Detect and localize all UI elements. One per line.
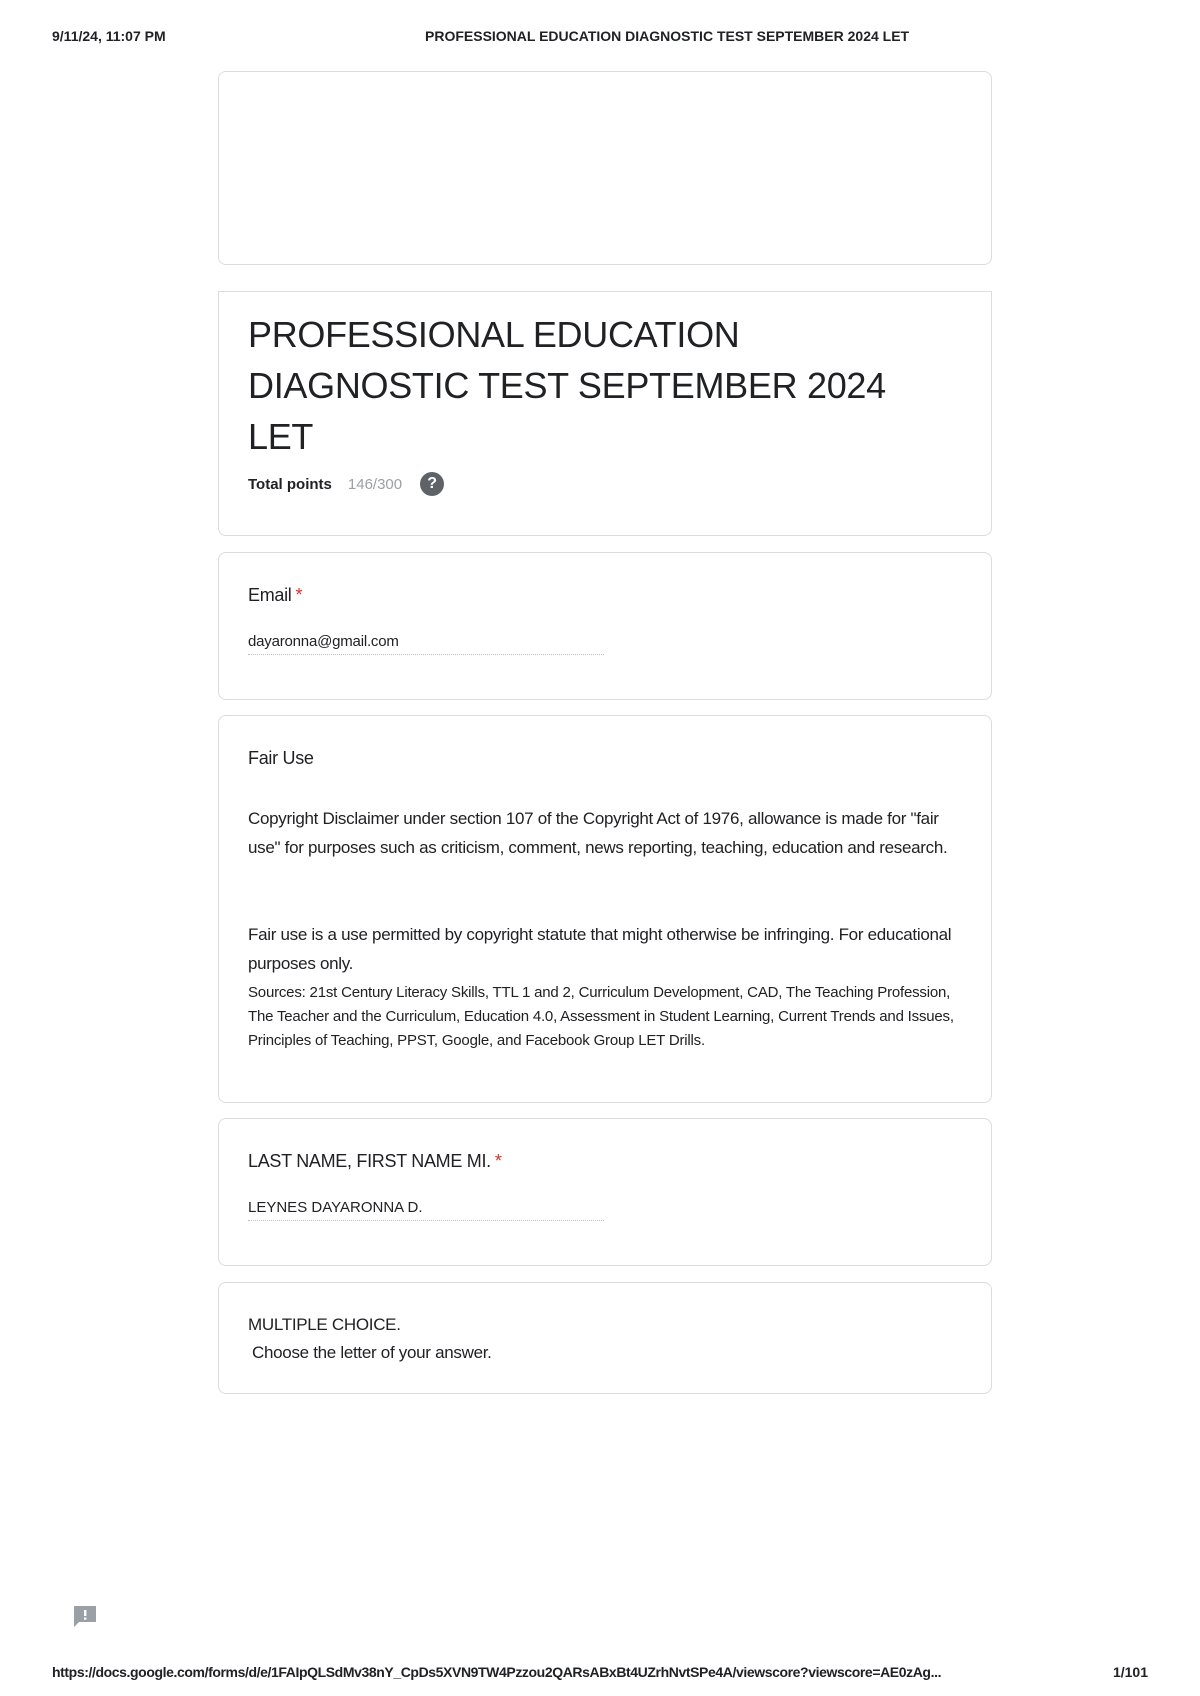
fair-use-paragraph-2: Fair use is a use permitted by copyright statute that might otherwise be infringing. For educational purposes only. — [248, 925, 952, 973]
section-title: MULTIPLE CHOICE. — [248, 1315, 401, 1334]
required-asterisk: * — [295, 585, 303, 605]
total-points-value: 146/300 — [347, 475, 403, 493]
email-question-card — [218, 552, 992, 700]
fair-use-sources: Sources: 21st Century Literacy Skills, TTL 1 and 2, Curriculum Development, CAD, The Teaching Profession, The Teacher and the Curriculum, Education 4.0, Assessment in Student Learning, Current Trends and Issues, Principles of Teaching, PPST, Google, and Facebook Group LET Drills. — [248, 984, 954, 1049]
help-circle-icon[interactable]: ? — [420, 472, 444, 496]
feedback-icon[interactable] — [72, 1604, 98, 1628]
form-title-card — [218, 291, 992, 536]
section-instruction: Choose the letter of your answer. — [252, 1343, 492, 1362]
page-url: https://docs.google.com/forms/d/e/1FAIpQLSdMv38nY_CpDs5XVN9TW4Pzzou2QARsABxBt4UZrhNvtSPe4A/viewscore?viewscore=AE0zAg... — [52, 1664, 942, 1680]
header-banner-card — [218, 71, 992, 265]
print-document-title: PROFESSIONAL EDUCATION DIAGNOSTIC TEST SEPTEMBER 2024 LET — [425, 28, 910, 44]
form-title: PROFESSIONAL EDUCATION DIAGNOSTIC TEST SEPTEMBER 2024 LET — [248, 314, 886, 457]
name-question-card — [218, 1118, 992, 1266]
name-question-label — [248, 1151, 502, 1172]
fair-use-paragraph-1: Copyright Disclaimer under section 107 of the Copyright Act of 1976, allowance is made for "fair use" for purposes such as criticism, comment, news reporting, teaching, education and research. — [248, 809, 948, 857]
email-question-label — [248, 585, 302, 606]
name-answer: LEYNES DAYARONNA D. — [248, 1199, 604, 1221]
print-datetime: 9/11/24, 11:07 PM — [52, 28, 166, 44]
fair-use-card — [218, 715, 992, 1103]
email-answer: dayaronna@gmail.com — [248, 633, 604, 655]
total-points-label: Total points — [248, 475, 332, 493]
multiple-choice-section-card — [218, 1282, 992, 1394]
print-footer — [52, 1664, 1148, 1684]
fair-use-title: Fair Use — [248, 748, 314, 768]
required-asterisk: * — [494, 1151, 502, 1171]
total-points-row — [248, 472, 444, 496]
print-header — [52, 28, 1148, 48]
name-label-text: LAST NAME, FIRST NAME MI. — [248, 1151, 491, 1171]
email-label-text: Email — [248, 585, 292, 605]
page-number: 1/101 — [1112, 1664, 1148, 1680]
